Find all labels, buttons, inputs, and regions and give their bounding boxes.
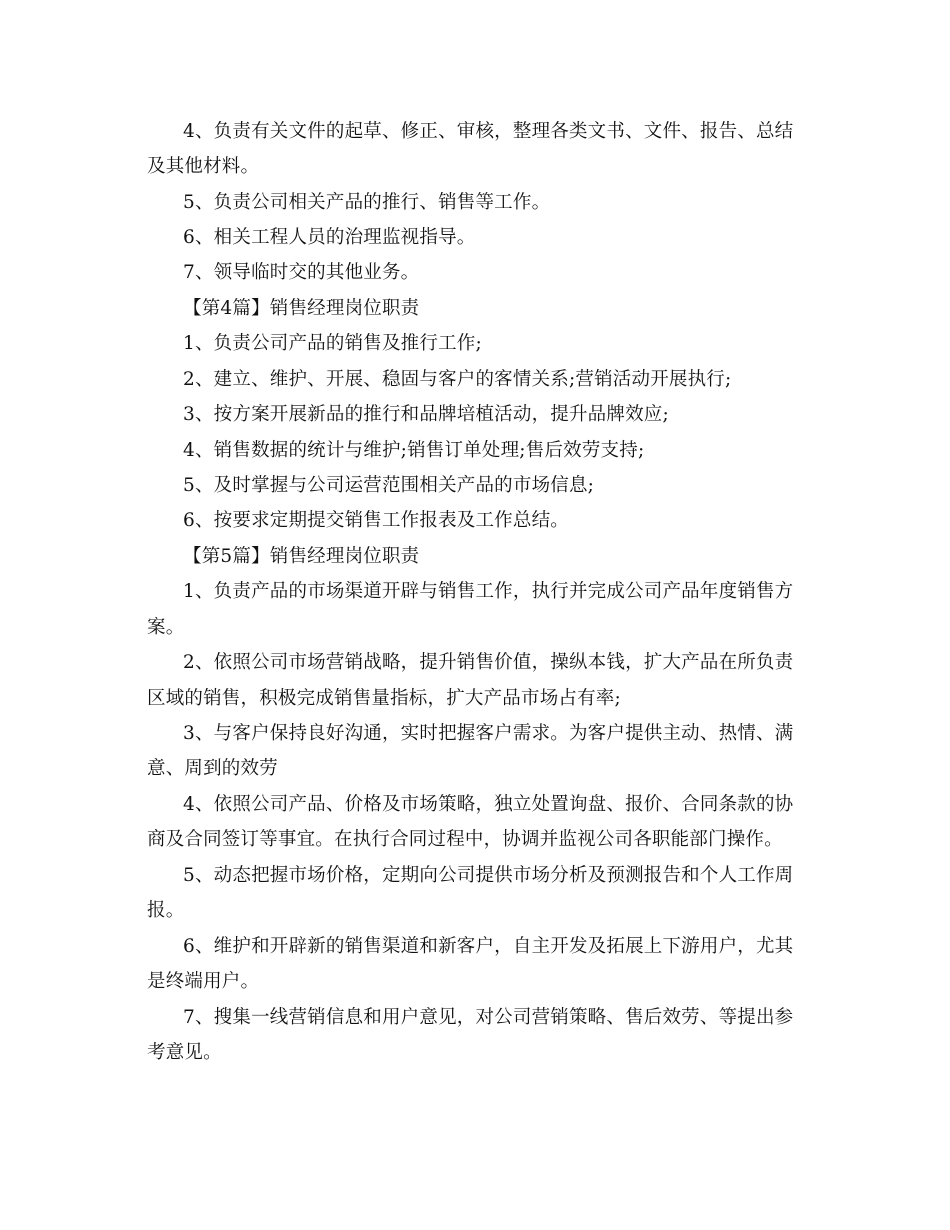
section-heading: 【第4篇】销售经理岗位职责 bbox=[183, 298, 420, 319]
text-line: 6、按要求定期提交销售工作报表及工作总结。 bbox=[183, 510, 569, 531]
text-line: 4、销售数据的统计与维护;销售订单处理;售后效劳支持; bbox=[183, 440, 645, 461]
text-line: 意、周到的效劳 bbox=[147, 758, 278, 779]
text-line: 报。 bbox=[147, 900, 185, 921]
text-line: 6、维护和开辟新的销售渠道和新客户，自主开发及拓展上下游用户，尤其 bbox=[183, 936, 794, 957]
text-line: 5、负责公司相关产品的推行、销售等工作。 bbox=[183, 192, 551, 213]
text-line: 1、负责公司产品的销售及推行工作; bbox=[183, 333, 482, 354]
text-line: 及其他材料。 bbox=[147, 156, 260, 177]
text-line: 4、依照公司产品、价格及市场策略，独立处置询盘、报价、合同条款的协 bbox=[183, 794, 794, 815]
text-line: 5、动态把握市场价格，定期向公司提供市场分析及预测报告和个人工作周 bbox=[183, 865, 794, 886]
text-line: 7、搜集一线营销信息和用户意见，对公司营销策略、售后效劳、等提出参 bbox=[183, 1007, 794, 1028]
text-line: 是终端用户。 bbox=[147, 971, 260, 992]
text-line: 案。 bbox=[147, 617, 185, 638]
text-line: 7、领导临时交的其他业务。 bbox=[183, 262, 420, 283]
text-line: 3、按方案开展新品的推行和品牌培植活动，提升品牌效应; bbox=[183, 404, 669, 425]
text-line: 6、相关工程人员的治理监视指导。 bbox=[183, 227, 476, 248]
text-line: 3、与客户保持良好沟通，实时把握客户需求。为客户提供主动、热情、满 bbox=[183, 723, 794, 744]
section-heading: 【第5篇】销售经理岗位职责 bbox=[183, 546, 420, 567]
text-line: 考意见。 bbox=[147, 1042, 222, 1063]
text-line: 区域的销售，积极完成销售量指标，扩大产品市场占有率; bbox=[147, 688, 621, 709]
text-line: 4、负责有关文件的起草、修正、审核，整理各类文书、文件、报告、总结 bbox=[183, 121, 794, 142]
text-line: 2、建立、维护、开展、稳固与客户的客情关系;营销活动开展执行; bbox=[183, 369, 732, 390]
text-line: 商及合同签订等事宜。在执行合同过程中，协调并监视公司各职能部门操作。 bbox=[147, 829, 783, 850]
text-line: 1、负责产品的市场渠道开辟与销售工作，执行并完成公司产品年度销售方 bbox=[183, 581, 794, 602]
text-line: 2、依照公司市场营销战略，提升销售价值，操纵本钱，扩大产品在所负责 bbox=[183, 652, 794, 673]
text-line: 5、及时掌握与公司运营范围相关产品的市场信息; bbox=[183, 475, 595, 496]
